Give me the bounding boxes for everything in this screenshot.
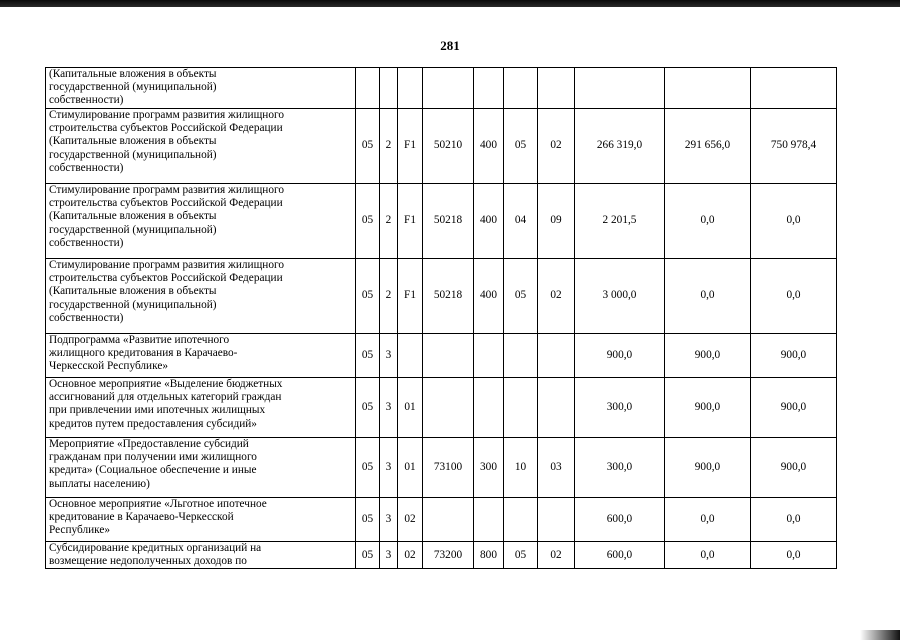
program-code: 2 (380, 184, 398, 259)
expense-type-code (474, 68, 504, 109)
description-line: Стимулирование программ развития жилищного (49, 109, 284, 121)
table-row (46, 68, 837, 109)
amount-year-1: 3 000,0 (575, 259, 665, 334)
description-line: Подпрограмма «Развитие ипотечного (49, 334, 230, 346)
chapter-code: 04 (504, 184, 538, 259)
subprogram-code: 02 (398, 498, 423, 542)
amount-year-2 (665, 68, 751, 109)
table-row (46, 438, 837, 498)
direction-code (423, 378, 474, 438)
section-code: 05 (356, 378, 380, 438)
description-line: гражданам при получении ими жилищного (49, 451, 257, 464)
subsection-code (538, 334, 575, 378)
program-code: 3 (380, 378, 398, 438)
direction-code (423, 334, 474, 378)
scan-corner-shadow (860, 630, 900, 640)
row-description (46, 68, 356, 109)
description-line: Основное мероприятие «Льготное ипотечное (49, 498, 267, 510)
subprogram-code: 01 (398, 378, 423, 438)
amount-year-1: 900,0 (575, 334, 665, 378)
description-line: возмещение недополученных доходов по (49, 555, 247, 568)
program-code: 2 (380, 109, 398, 184)
description-line: Субсидирование кредитных организаций на (49, 542, 262, 554)
description-line: государственной (муниципальной) (49, 298, 217, 311)
description-line: государственной (муниципальной) (49, 223, 217, 236)
expense-type-code: 400 (474, 259, 504, 334)
table-row (46, 184, 837, 259)
subsection-code: 02 (538, 542, 575, 569)
amount-year-2: 900,0 (665, 334, 751, 378)
row-description (46, 438, 356, 498)
amount-year-3: 0,0 (751, 184, 837, 259)
expense-type-code: 400 (474, 109, 504, 184)
description-line: государственной (муниципальной) (49, 148, 217, 161)
subsection-code: 02 (538, 259, 575, 334)
description-line: строительства субъектов Российской Федерации (49, 122, 283, 135)
amount-year-1: 266 319,0 (575, 109, 665, 184)
chapter-code (504, 378, 538, 438)
direction-code: 50210 (423, 109, 474, 184)
subprogram-code: F1 (398, 184, 423, 259)
table-row (46, 498, 837, 542)
expense-type-code (474, 378, 504, 438)
description-line: (Капитальные вложения в объекты (49, 68, 217, 80)
chapter-code: 05 (504, 259, 538, 334)
program-code: 3 (380, 334, 398, 378)
description-line: Республике» (49, 524, 111, 537)
description-line: Основное мероприятие «Выделение бюджетных (49, 378, 283, 390)
subsection-code (538, 378, 575, 438)
program-code: 2 (380, 259, 398, 334)
description-line: строительства субъектов Российской Федерации (49, 197, 283, 210)
description-line: Черкесской Республике» (49, 360, 168, 373)
amount-year-1: 600,0 (575, 498, 665, 542)
page-number: 281 (440, 38, 460, 53)
description-line: строительства субъектов Российской Федерации (49, 272, 283, 285)
budget-table (45, 67, 837, 569)
row-description (46, 542, 356, 569)
table-row (46, 378, 837, 438)
description-line: (Капитальные вложения в объекты (49, 210, 217, 223)
row-description (46, 184, 356, 259)
expense-type-code: 800 (474, 542, 504, 569)
amount-year-3: 900,0 (751, 334, 837, 378)
subsection-code (538, 498, 575, 542)
chapter-code: 05 (504, 109, 538, 184)
amount-year-1: 300,0 (575, 378, 665, 438)
subsection-code: 03 (538, 438, 575, 498)
program-code: 3 (380, 542, 398, 569)
table-body (46, 68, 837, 569)
description-line: выплаты населению) (49, 477, 150, 490)
description-line: собственности) (49, 161, 124, 174)
row-description (46, 259, 356, 334)
direction-code (423, 498, 474, 542)
table-row (46, 542, 837, 569)
description-line: Стимулирование программ развития жилищного (49, 259, 284, 271)
amount-year-2: 900,0 (665, 378, 751, 438)
subprogram-code (398, 334, 423, 378)
description-line: кредитование в Карачаево-Черкесской (49, 511, 234, 524)
description-line: Стимулирование программ развития жилищного (49, 184, 284, 196)
description-line: жилищного кредитования в Карачаево- (49, 347, 238, 360)
amount-year-2: 0,0 (665, 184, 751, 259)
expense-type-code: 300 (474, 438, 504, 498)
subprogram-code: F1 (398, 259, 423, 334)
direction-code: 50218 (423, 259, 474, 334)
amount-year-1: 300,0 (575, 438, 665, 498)
description-line: ассигнований для отдельных категорий граждан (49, 391, 282, 404)
direction-code: 73200 (423, 542, 474, 569)
description-line: при привлечении ими ипотечных жилищных (49, 404, 266, 417)
section-code (356, 68, 380, 109)
amount-year-2: 0,0 (665, 259, 751, 334)
description-line: (Капитальные вложения в объекты (49, 135, 217, 148)
section-code: 05 (356, 438, 380, 498)
row-description (46, 334, 356, 378)
chapter-code: 10 (504, 438, 538, 498)
direction-code: 50218 (423, 184, 474, 259)
row-description (46, 498, 356, 542)
description-line: кредитов путем предоставления субсидий» (49, 417, 257, 430)
subprogram-code: 01 (398, 438, 423, 498)
direction-code (423, 68, 474, 109)
subprogram-code (398, 68, 423, 109)
section-code: 05 (356, 259, 380, 334)
program-code: 3 (380, 438, 398, 498)
subprogram-code: F1 (398, 109, 423, 184)
expense-type-code (474, 334, 504, 378)
description-line: Мероприятие «Предоставление субсидий (49, 438, 249, 450)
table-row (46, 334, 837, 378)
amount-year-1 (575, 68, 665, 109)
direction-code: 73100 (423, 438, 474, 498)
amount-year-2: 0,0 (665, 542, 751, 569)
amount-year-2: 291 656,0 (665, 109, 751, 184)
scan-top-edge (0, 0, 900, 7)
amount-year-1: 600,0 (575, 542, 665, 569)
description-line: кредита» (Социальное обеспечение и иные (49, 464, 257, 477)
amount-year-3: 750 978,4 (751, 109, 837, 184)
row-description (46, 378, 356, 438)
section-code: 05 (356, 498, 380, 542)
description-line: государственной (муниципальной) (49, 81, 217, 94)
amount-year-3: 900,0 (751, 438, 837, 498)
section-code: 05 (356, 109, 380, 184)
expense-type-code: 400 (474, 184, 504, 259)
amount-year-3: 0,0 (751, 498, 837, 542)
chapter-code (504, 498, 538, 542)
subprogram-code: 02 (398, 542, 423, 569)
amount-year-3: 900,0 (751, 378, 837, 438)
chapter-code (504, 68, 538, 109)
amount-year-1: 2 201,5 (575, 184, 665, 259)
description-line: (Капитальные вложения в объекты (49, 285, 217, 298)
program-code (380, 68, 398, 109)
section-code: 05 (356, 184, 380, 259)
description-line: собственности) (49, 311, 124, 324)
section-code: 05 (356, 542, 380, 569)
amount-year-3 (751, 68, 837, 109)
program-code: 3 (380, 498, 398, 542)
section-code: 05 (356, 334, 380, 378)
subsection-code: 02 (538, 109, 575, 184)
subsection-code: 09 (538, 184, 575, 259)
amount-year-2: 900,0 (665, 438, 751, 498)
amount-year-2: 0,0 (665, 498, 751, 542)
description-line: собственности) (49, 94, 124, 107)
table-row (46, 259, 837, 334)
chapter-code: 05 (504, 542, 538, 569)
amount-year-3: 0,0 (751, 259, 837, 334)
description-line: собственности) (49, 236, 124, 249)
chapter-code (504, 334, 538, 378)
table-row (46, 109, 837, 184)
row-description (46, 109, 356, 184)
amount-year-3: 0,0 (751, 542, 837, 569)
expense-type-code (474, 498, 504, 542)
subsection-code (538, 68, 575, 109)
